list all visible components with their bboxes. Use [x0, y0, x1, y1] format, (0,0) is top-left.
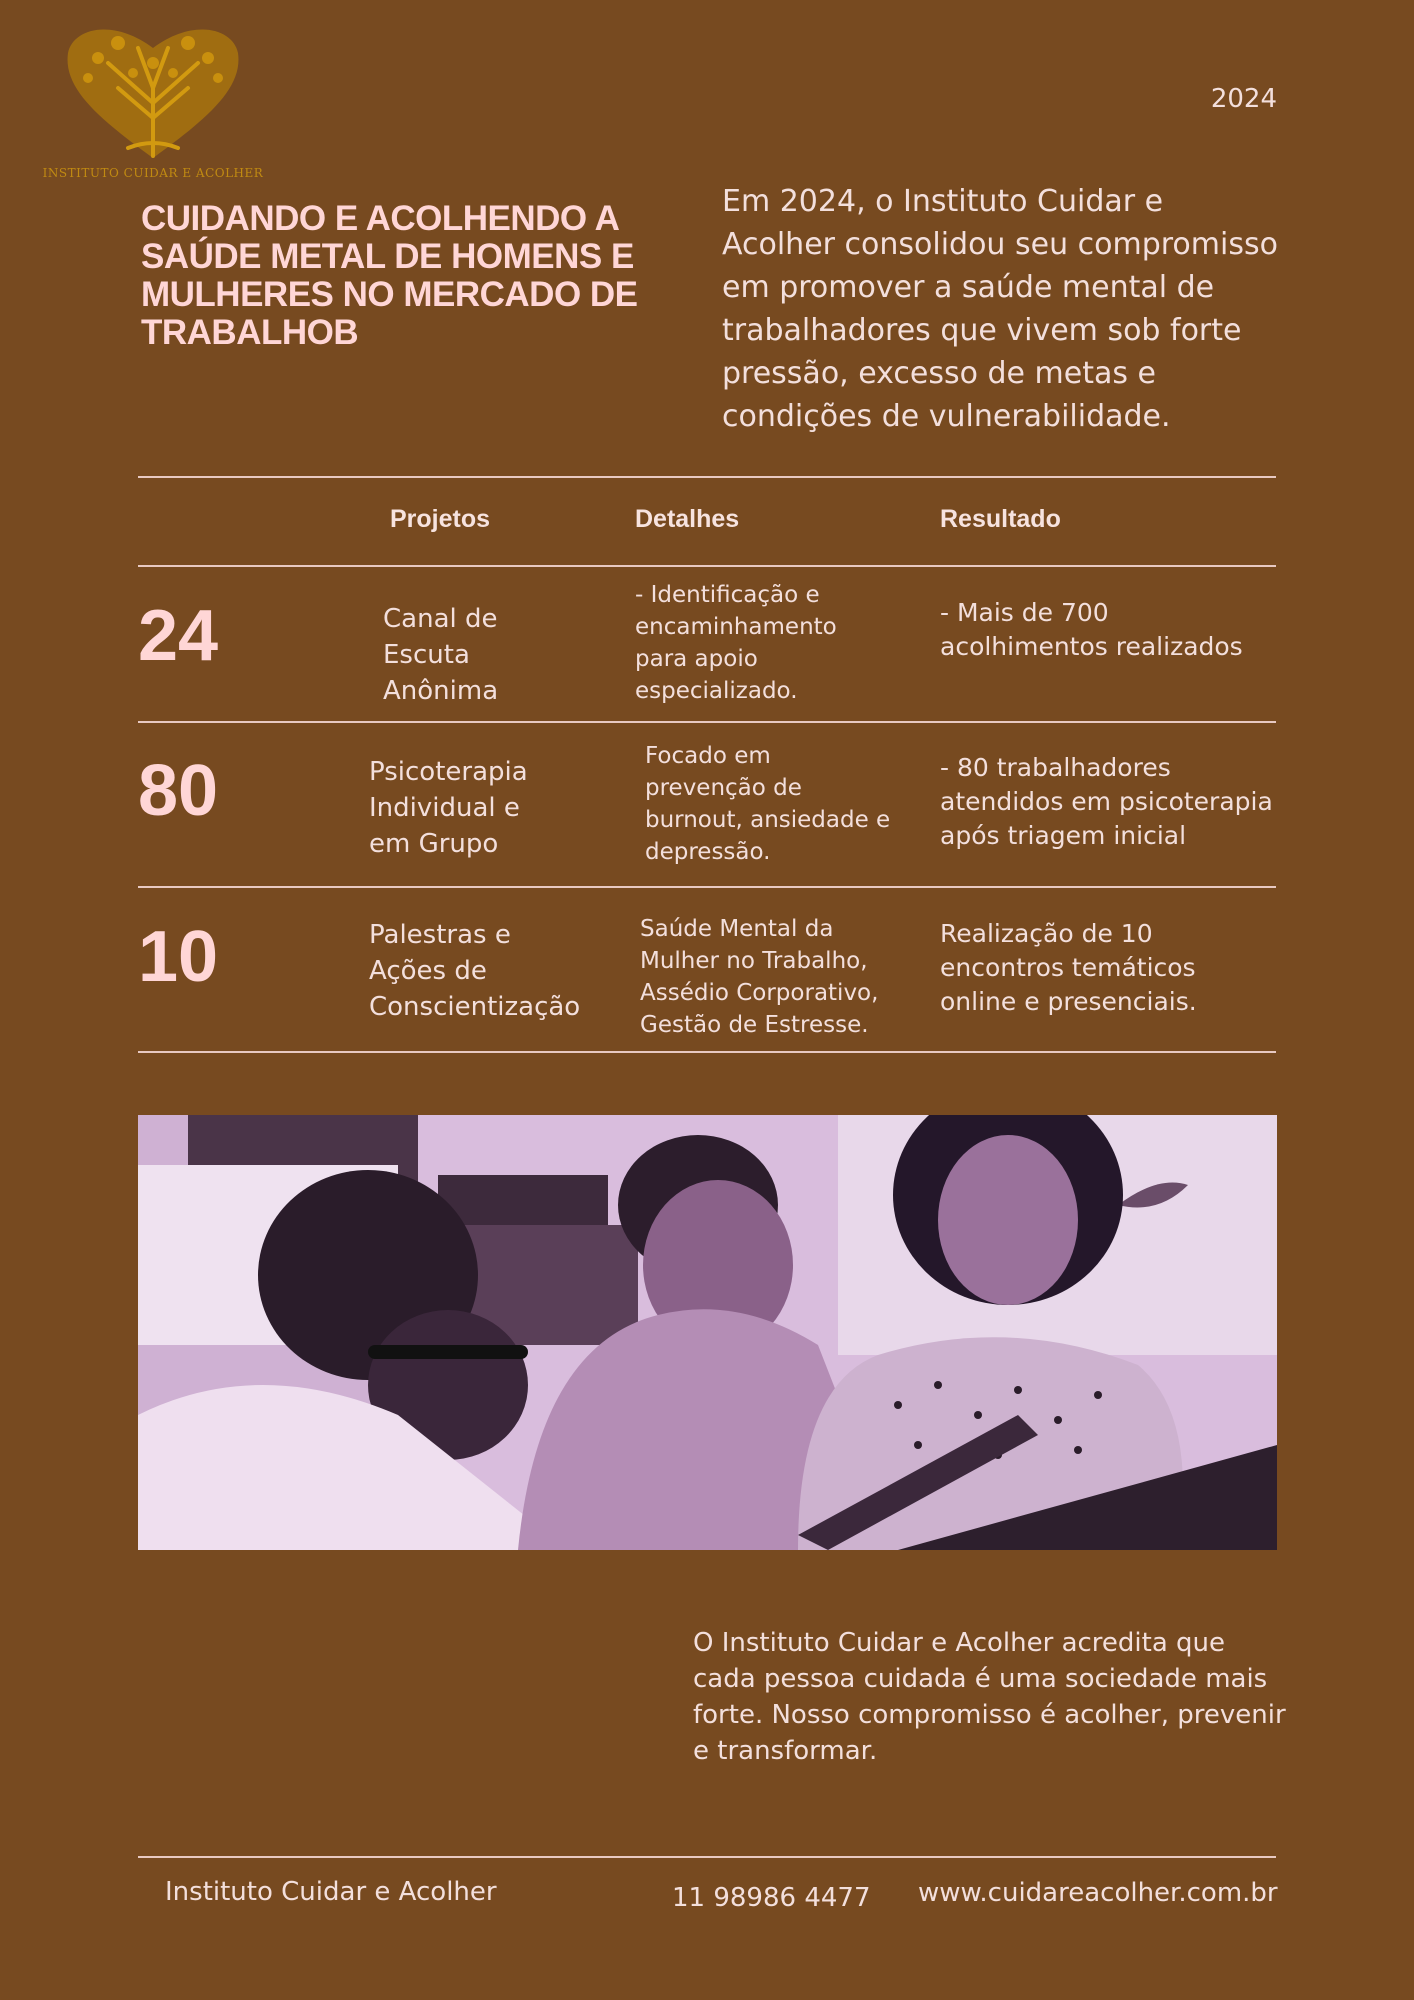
row-details: Focado em prevenção de burnout, ansiedade e depressão.: [645, 743, 891, 865]
intro-paragraph: Em 2024, o Instituto Cuidar e Acolher consolidou seu compromisso em promover a saúde mental de trabalhadores que vivem sob forte pressão, excesso de metas e condições de vulnerabilidade.: [722, 184, 1278, 434]
report-year: 2024: [1210, 84, 1277, 114]
header-projects: Projetos: [390, 505, 491, 533]
heart-tree-logo-icon: [58, 18, 248, 163]
header-details: Detalhes: [635, 505, 740, 533]
closing-statement: O Instituto Cuidar e Acolher acredita que cada pessoa cuidada é uma sociedade mais forte. Nosso compromisso é acolher, prevenir e transformar.: [693, 1628, 1286, 1766]
header-result: Resultado: [940, 505, 1061, 533]
logo-text: INSTITUTO CUIDAR E ACOLHER: [42, 166, 264, 180]
row-project: Palestras e Ações de Conscientização: [369, 920, 581, 1022]
table-divider: [138, 565, 1276, 567]
row-project: Canal de Escuta Anônima: [383, 604, 499, 706]
people-photo-icon: [138, 1115, 1277, 1550]
footer-website-link[interactable]: www.cuidareacolher.com.br: [918, 1878, 1278, 1908]
table-divider: [138, 886, 1276, 888]
logo: [38, 18, 268, 188]
row-number: 80: [138, 751, 219, 831]
row-number: 24: [138, 596, 219, 676]
page-title: CUIDANDO E ACOLHENDO A SAÚDE METAL DE HOMENS E MULHERES NO MERCADO DE TRABALHOB: [141, 199, 638, 352]
row-result: - Mais de 700 acolhimentos realizados: [940, 598, 1243, 661]
row-number: 10: [138, 917, 219, 997]
table-divider: [138, 1051, 1276, 1053]
row-result: - 80 trabalhadores atendidos em psicoterapia após triagem inicial: [940, 753, 1273, 850]
team-photo: [138, 1115, 1277, 1550]
row-project: Psicoterapia Individual e em Grupo: [369, 757, 528, 859]
row-details: - Identificação e encaminhamento para apoio especializado.: [635, 582, 837, 704]
table-divider: [138, 476, 1276, 478]
footer-org-name: Instituto Cuidar e Acolher: [165, 1877, 497, 1907]
table-divider: [138, 721, 1276, 723]
footer-phone[interactable]: 11 98986 4477: [672, 1883, 871, 1913]
footer-divider: [138, 1856, 1276, 1858]
row-result: Realização de 10 encontros temáticos online e presenciais.: [940, 919, 1197, 1016]
row-details: Saúde Mental da Mulher no Trabalho, Assédio Corporativo, Gestão de Estresse.: [640, 916, 879, 1038]
